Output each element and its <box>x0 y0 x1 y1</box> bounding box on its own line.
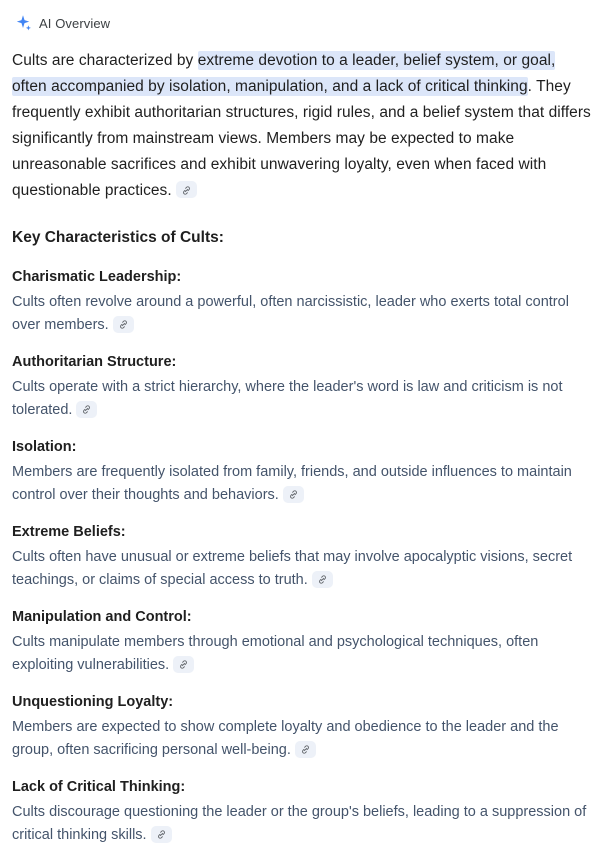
list-item-text: Cults often revolve around a powerful, often narcissistic, leader who exerts total control over members. <box>12 294 569 333</box>
source-link-chip[interactable] <box>295 741 316 758</box>
source-link-chip[interactable] <box>113 316 134 333</box>
list-item <box>12 691 591 762</box>
intro-highlight: extreme devotion to a leader, belief system, or goal, often accompanied by isolation, manipulation, and a lack of critical thinking <box>12 52 556 95</box>
list-item-title: Lack of Critical Thinking: <box>12 779 186 795</box>
list-item-body <box>12 461 591 507</box>
list-item-body <box>12 546 591 592</box>
section-title: Key Characteristics of Cults: <box>12 229 224 246</box>
list-item <box>12 266 591 337</box>
ai-overview-header <box>12 14 591 32</box>
list-item-text: Members are expected to show complete loyalty and obedience to the leader and the group, often sacrificing personal well-being. <box>12 719 559 758</box>
source-link-chip[interactable] <box>76 401 97 418</box>
source-link-chip[interactable] <box>173 656 194 673</box>
source-link-chip[interactable] <box>176 181 197 198</box>
list-item-text: Cults manipulate members through emotional and psychological techniques, often exploiting vulnerabilities. <box>12 634 539 673</box>
list-item-text: Members are frequently isolated from family, friends, and outside influences to maintain control over their thoughts and behaviors. <box>12 464 572 503</box>
list-item-title: Extreme Beliefs: <box>12 524 126 540</box>
list-item-body <box>12 631 591 677</box>
list-item <box>12 351 591 422</box>
list-item-text: Cults often have unusual or extreme beliefs that may involve apocalyptic visions, secret teachings, or claims of special access to truth. <box>12 549 573 588</box>
source-link-chip[interactable] <box>312 571 333 588</box>
list-item-title: Unquestioning Loyalty: <box>12 694 174 710</box>
list-item-body <box>12 801 591 847</box>
list-item-title: Isolation: <box>12 439 77 455</box>
ai-overview-label: AI Overview <box>39 15 111 31</box>
list-item-body <box>12 291 591 337</box>
list-item-text: Cults operate with a strict hierarchy, where the leader's word is law and criticism is not tolerated. <box>12 379 563 418</box>
source-link-chip[interactable] <box>283 486 304 503</box>
intro-text-after: . They frequently exhibit authoritarian structures, rigid rules, and a belief system that differs significantly from mainstream views. Members may be expected to make unreasonable sacrifices and exhibit unwavering loyalty, even when faced with questionable practices. <box>12 78 591 199</box>
list-item-text: Cults discourage questioning the leader or the group's beliefs, leading to a suppression of critical thinking skills. <box>12 804 587 843</box>
list-item <box>12 521 591 592</box>
list-item-title: Charismatic Leadership: <box>12 269 182 285</box>
list-item <box>12 776 591 847</box>
source-link-chip[interactable] <box>151 826 172 843</box>
ai-overview-intro <box>12 48 591 204</box>
list-item-body <box>12 376 591 422</box>
list-item <box>12 436 591 507</box>
list-item <box>12 606 591 677</box>
sparkle-icon <box>14 14 32 32</box>
list-item-body <box>12 716 591 762</box>
list-item-title: Manipulation and Control: <box>12 609 192 625</box>
intro-text-before: Cults are characterized by <box>12 52 198 69</box>
list-item-title: Authoritarian Structure: <box>12 354 177 370</box>
